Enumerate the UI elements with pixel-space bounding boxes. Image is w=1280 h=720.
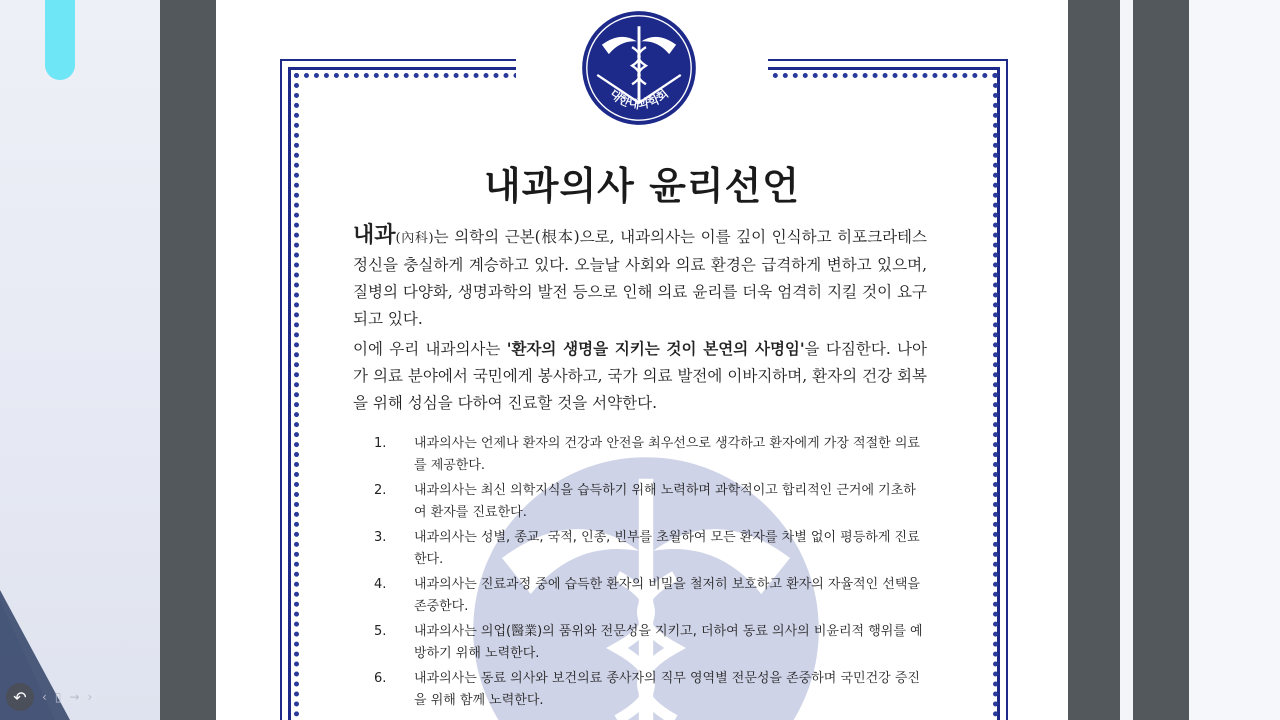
lead-hanja: (內科)	[395, 231, 434, 246]
page-title: 내과의사 윤리선언	[484, 164, 800, 208]
page-icon[interactable]: ▯	[54, 690, 62, 704]
list-item	[374, 527, 926, 571]
list-item	[374, 433, 926, 477]
list-item	[374, 480, 926, 524]
next-slide-button[interactable]: →	[69, 690, 80, 704]
prev-slide-button[interactable]: ‹	[42, 690, 47, 704]
intro-text-1: 는 의학의 근본(根本)으로, 내과의사는 이를 깊이 인식하고 히포크라테스 정신을 충실하게 계승하고 있다. 오늘날 사회와 의료 환경은 급격하게 변하고 있으며, 질병의 다양화, 생명과학의 발전 등으로 인해 의료 윤리를 더욱 엄격히 지킬 것이 요구되고 있다.	[353, 228, 927, 328]
intro-section	[353, 222, 927, 419]
list-item	[374, 574, 926, 618]
accent-pill	[45, 0, 75, 80]
back-button[interactable]	[6, 683, 34, 711]
list-item-text: 내과의사는 진료과정 중에 습득한 환자의 비밀을 철저히 보호하고 환자의 자율적인 선택을 존중한다.	[414, 577, 920, 614]
viewer-margin-left	[160, 0, 216, 720]
intro-text-2b: 을 다짐한다. 나아가 의료 분야에서 국민에게 봉사하고, 국가 의료 발전에 이바지하며, 환자의 건강 회복을 위해 성심을 다하여 진료할 것을 서약한다.	[353, 340, 928, 412]
list-item-text: 내과의사는 최신 의학지식을 습득하기 위해 노력하며 과학적이고 합리적인 근거에 기초하여 환자를 진료한다.	[414, 483, 916, 520]
intro-paragraph-2	[353, 335, 927, 417]
list-item-number: 3.	[374, 530, 387, 545]
intro-text-2a: 이에 우리 내과의사는	[353, 340, 507, 358]
oath-list	[374, 433, 926, 715]
back-arrow-icon: ↶	[13, 687, 27, 707]
viewer-margin-right	[1068, 0, 1120, 720]
list-item	[374, 621, 926, 665]
list-item-number: 5.	[374, 624, 387, 639]
list-item-text: 내과의사는 의업(醫業)의 품위와 전문성을 지키고, 더하여 동료 의사의 비윤리적 행위를 예방하기 위해 노력한다.	[414, 624, 923, 661]
list-item-number: 1.	[374, 436, 387, 451]
list-item-text: 내과의사는 동료 의사와 보건의료 종사자의 직무 영역별 전문성을 존중하며 국민건강 증진을 위해 함께 노력한다.	[414, 671, 920, 708]
list-item-text: 내과의사는 언제나 환자의 건강과 안전을 최우선으로 생각하고 환자에게 가장 적절한 의료를 제공한다.	[414, 436, 920, 473]
left-slide-panel	[0, 0, 160, 720]
list-item	[374, 668, 926, 712]
viewer-margin-next	[1133, 0, 1189, 720]
list-item-number: 4.	[374, 577, 387, 592]
list-item-number: 6.	[374, 671, 387, 686]
document-page	[216, 0, 1068, 720]
page-gap	[1120, 0, 1133, 720]
society-seal-logo	[581, 10, 697, 126]
slide-navigation	[6, 683, 92, 711]
more-button[interactable]: ›	[87, 690, 93, 704]
intro-emphasis: '환자의 생명을 지키는 것이 본연의 사명임'	[506, 339, 805, 358]
list-item-number: 2.	[374, 483, 387, 498]
lead-word: 내과	[353, 223, 396, 248]
next-page-preview[interactable]	[1189, 0, 1280, 720]
intro-paragraph-1	[353, 222, 927, 333]
seal-text: 대한내과학회	[606, 86, 672, 112]
list-item-text: 내과의사는 성별, 종교, 국적, 인종, 빈부를 초월하여 모든 환자를 차별 없이 평등하게 진료한다.	[414, 530, 920, 567]
